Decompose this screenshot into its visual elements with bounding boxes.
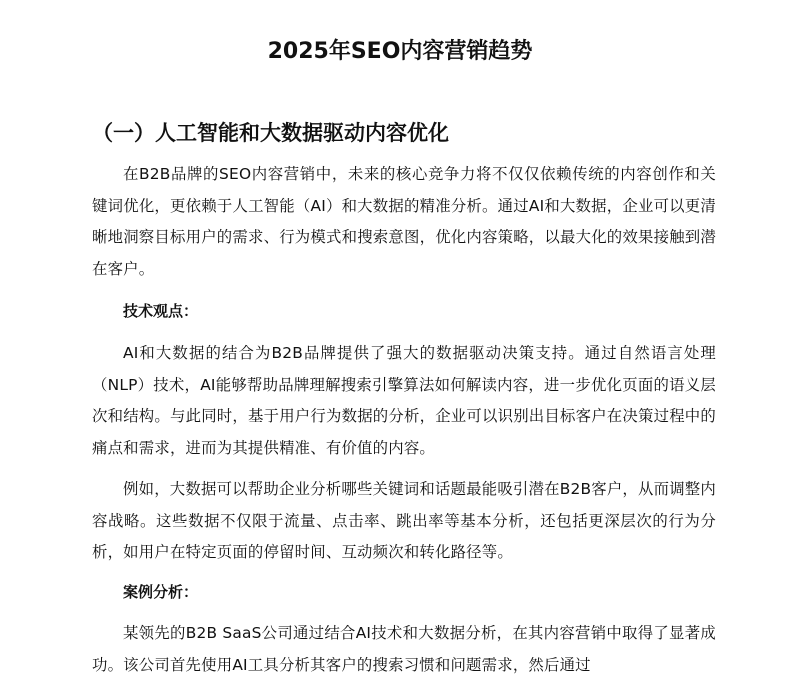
intro-paragraph: 在B2B品牌的SEO内容营销中，未来的核心竞争力将不仅仅依赖传统的内容创作和关键词优化，更依赖于人工智能（AI）和大数据的精准分析。通过AI和大数据，企业可以更清晰地洞察目标用户的需求、行为模式和搜索意图，优化内容策略，以最大化的效果接触到潜在客户。 bbox=[92, 165, 716, 278]
section-heading: （一）人工智能和大数据驱动内容优化 bbox=[92, 121, 449, 145]
tech-view-paragraph: AI和大数据的结合为B2B品牌提供了强大的数据驱动决策支持。通过自然语言处理（NLP）技术，AI能够帮助品牌理解搜索引擎算法如何解读内容，进一步优化页面的语义层次和结构。与此同时，基于用户行为数据的分析，企业可以识别出目标客户在决策过程中的痛点和需求，进而为其提供精准、有价值的内容。 bbox=[92, 344, 716, 457]
tech-view-subheading: 技术观点： bbox=[123, 302, 199, 320]
case-paragraph: 某领先的B2B SaaS公司通过结合AI技术和大数据分析，在其内容营销中取得了显著成功。该公司首先使用AI工具分析其客户的搜索习惯和问题需求，然后通过 bbox=[92, 624, 716, 674]
example-paragraph: 例如，大数据可以帮助企业分析哪些关键词和话题最能吸引潜在B2B客户，从而调整内容战略。这些数据不仅限于流量、点击率、跳出率等基本分析，还包括更深层次的行为分析，如用户在特定页面的停留时间、互动频次和转化路径等。 bbox=[92, 480, 716, 561]
case-analysis-subheading: 案例分析： bbox=[123, 583, 199, 601]
document-title: 2025年SEO内容营销趋势 bbox=[267, 39, 533, 64]
